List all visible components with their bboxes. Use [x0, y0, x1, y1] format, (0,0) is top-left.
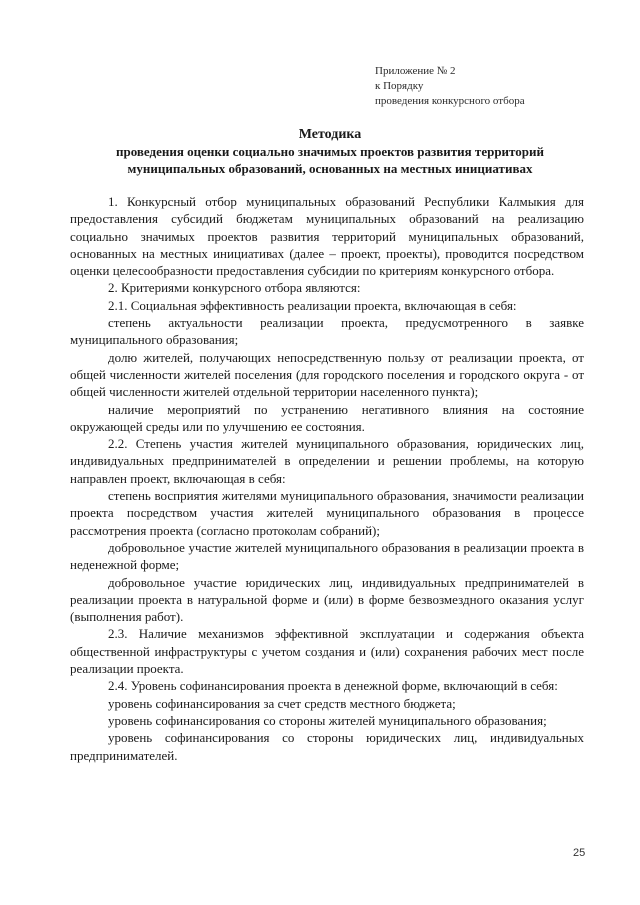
paragraph: добровольное участие жителей муниципального образования в реализации проекта в неденежной форме;: [70, 539, 584, 573]
paragraph: 2.3. Наличие механизмов эффективной эксплуатации и содержания объекта общественной инфраструктуры с учетом создания и (или) сохранения рабочих мест после реализации проекта.: [70, 626, 584, 677]
paragraph: степень актуальности реализации проекта, предусмотренного в заявке муниципального образования;: [70, 315, 584, 348]
paragraph: 2.1. Социальная эффективность реализации проекта, включающая в себя:: [108, 297, 517, 313]
appendix-line: проведения конкурсного отбора: [375, 95, 525, 107]
paragraph: уровень софинансирования за счет средств местного бюджета;: [108, 695, 456, 711]
document-body: [70, 193, 584, 764]
paragraph: 1. Конкурсный отбор муниципальных образований Республики Калмыкия для предоставления субсидий бюджетам муниципальных образований на реализацию социально значимых проектов развития территорий муниципальных образований, основанных на местных инициативах (далее – проект, проекты), проводится посредством оценки целесообразности предоставления субсидии по критериям конкурсного отбора.: [70, 194, 584, 279]
paragraph: долю жителей, получающих непосредственную пользу от реализации проекта, от общей численности жителей поселения (для городского поселения и городского округа - от общей численности жителей отдельной территории населенного пункта);: [70, 349, 584, 400]
appendix-line: к Порядку: [375, 80, 424, 92]
title-main: Методика: [298, 127, 362, 142]
document-title: [60, 126, 600, 177]
title-line: проведения оценки социально значимых проектов развития территорий: [116, 144, 544, 159]
appendix-line: Приложение № 2: [375, 65, 456, 77]
title-line: муниципальных образований, основанных на местных инициативах: [127, 161, 533, 176]
appendix-reference: [375, 64, 525, 109]
paragraph: наличие мероприятий по устранению негативного влияния на состояние окружающей среды или по улучшению ее состояния.: [70, 401, 584, 434]
paragraph: уровень софинансирования со стороны юридических лиц, индивидуальных предпринимателей.: [70, 730, 584, 763]
paragraph: степень восприятия жителями муниципального образования, значимости реализации проекта посредством участия жителей муниципального образования в процессе рассмотрения проекта (согласно протоколам собраний);: [70, 488, 584, 538]
paragraph: 2.4. Уровень софинансирования проекта в денежной форме, включающий в себя:: [108, 678, 558, 694]
paragraph: 2.2. Степень участия жителей муниципального образования, юридических лиц, индивидуальных предпринимателей в определении и решении проблемы, на которую направлен проект, включающая в себя:: [70, 436, 584, 486]
page-number: 25: [573, 847, 586, 859]
paragraph: уровень софинансирования со стороны жителей муниципального образования;: [108, 712, 547, 728]
paragraph: 2. Критериями конкурсного отбора являются:: [108, 280, 361, 296]
paragraph: добровольное участие юридических лиц, индивидуальных предпринимателей в реализации проекта в натуральной форме и (или) в форме безвозмездного оказания услуг (выполнения работ).: [70, 574, 584, 625]
